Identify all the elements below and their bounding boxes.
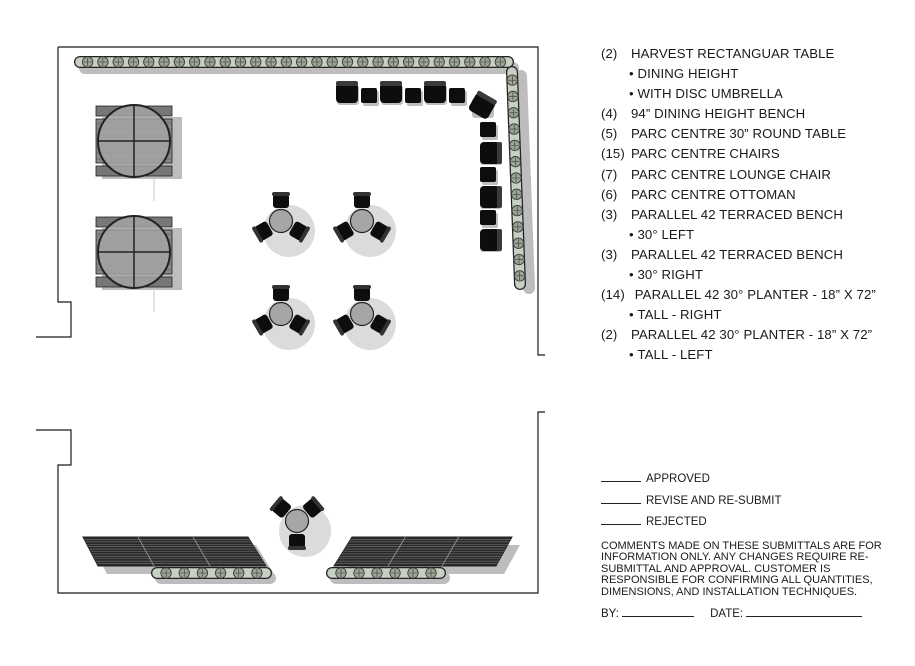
- by-field[interactable]: [622, 606, 694, 617]
- legend-list: [601, 44, 911, 366]
- revise-blank[interactable]: [601, 493, 641, 504]
- approved-line: [601, 470, 906, 492]
- lounge-chair: [336, 81, 358, 103]
- legend-text: 94” DINING HEIGHT BENCH: [631, 106, 806, 122]
- rejected-label: REJECTED: [646, 516, 707, 528]
- planter-run: [332, 568, 440, 578]
- chair: [289, 534, 305, 548]
- legend-text: PARC CENTRE LOUNGE CHAIR: [631, 166, 831, 182]
- legend-qty: (5): [601, 126, 618, 142]
- chair: [354, 194, 370, 208]
- legend-qty: (4): [601, 106, 618, 122]
- planter-run: [157, 568, 266, 578]
- rejected-blank[interactable]: [601, 514, 641, 525]
- terraced-bench: [83, 537, 266, 566]
- legend-text: PARC CENTRE CHAIRS: [631, 146, 780, 162]
- date-field[interactable]: [746, 606, 862, 617]
- legend-item: [601, 245, 911, 265]
- legend-item: [601, 44, 911, 64]
- lounge-chair: [480, 186, 502, 208]
- legend-qty: (14): [601, 287, 625, 303]
- lounge-chair: [424, 81, 446, 103]
- ottoman: [480, 167, 496, 182]
- approval-block: [601, 470, 906, 620]
- rejected-line: [601, 513, 906, 535]
- round-table: [270, 303, 293, 326]
- chair: [273, 287, 289, 301]
- legend-qty: (6): [601, 186, 618, 202]
- legend-item: [601, 144, 911, 164]
- legend-item: [601, 325, 911, 345]
- legend-subitem-text: WITH DISC UMBRELLA: [637, 86, 783, 102]
- legend-subitem-text: 30° RIGHT: [637, 267, 704, 283]
- legend-subitem: [601, 225, 911, 245]
- ottoman: [449, 88, 465, 103]
- legend-item: [601, 165, 911, 185]
- legend-item: [601, 285, 911, 305]
- date-label: DATE:: [710, 608, 744, 621]
- legend-text: PARALLEL 42 TERRACED BENCH: [631, 206, 843, 222]
- legend-subitem-text: 30° LEFT: [637, 226, 695, 242]
- legend-qty: (3): [601, 206, 618, 222]
- ottoman: [480, 210, 496, 225]
- chair: [273, 194, 289, 208]
- legend-item: [601, 124, 911, 144]
- revise-line: [601, 492, 906, 514]
- legend-text: PARC CENTRE 30” ROUND TABLE: [631, 126, 847, 142]
- ottoman: [405, 88, 421, 103]
- legend-text: PARC CENTRE OTTOMAN: [631, 186, 796, 202]
- legend-qty: (2): [601, 327, 618, 343]
- planter-run: [80, 57, 508, 67]
- approved-blank[interactable]: [601, 471, 641, 482]
- by-label: BY:: [601, 608, 619, 621]
- lounge-chair: [380, 81, 402, 103]
- lounge-chair: [480, 142, 502, 164]
- lounge-chair: [480, 229, 502, 251]
- legend-subitem: [601, 305, 911, 325]
- legend-subitem: [601, 64, 911, 84]
- round-table: [270, 210, 293, 233]
- harvest-table: [96, 105, 172, 177]
- terraced-bench: [334, 537, 512, 566]
- legend-item: [601, 185, 911, 205]
- legend-text: PARALLEL 42 30° PLANTER - 18” X 72”: [631, 287, 876, 303]
- approved-label: APPROVED: [646, 473, 710, 485]
- legend-qty: (15): [601, 146, 625, 162]
- round-table: [351, 303, 374, 326]
- revise-label: REVISE AND RE-SUBMIT: [646, 494, 782, 507]
- legend-subitem-text: DINING HEIGHT: [637, 66, 739, 82]
- harvest-table: [96, 216, 172, 288]
- legend-item: [601, 205, 911, 225]
- ottoman: [361, 88, 377, 103]
- chair: [354, 287, 370, 301]
- legend-text: PARALLEL 42 TERRACED BENCH: [631, 246, 843, 262]
- legend-qty: (2): [601, 46, 618, 61]
- legend-qty: (7): [601, 166, 618, 182]
- legend-text: HARVEST RECTANGUAR TABLE: [631, 46, 835, 61]
- ottoman: [480, 122, 496, 137]
- legend-item: [601, 104, 911, 124]
- signature-line: [601, 606, 906, 620]
- comments-note: COMMENTS MADE ON THESE SUBMITTALS ARE FOR INFORMATION ONLY. ANY CHANGES REQUIRE RE-SUBMITTAL AND APPROVAL. CUSTOMER IS RESPONSIBLE FOR CONFIRMING ALL QUANTITIES, DIMENSIONS, AND INSTALLATION TECHNIQUES.: [601, 539, 882, 598]
- legend-subitem: [601, 345, 911, 365]
- round-table: [351, 210, 374, 233]
- legend-subitem: [601, 265, 911, 285]
- round-table: [286, 510, 309, 533]
- legend-text: PARALLEL 42 30° PLANTER - 18” X 72”: [631, 327, 873, 343]
- legend-subitem-text: TALL - RIGHT: [637, 307, 722, 323]
- legend-subitem-text: TALL - LEFT: [637, 347, 713, 363]
- legend-subitem: [601, 84, 911, 104]
- legend-qty: (3): [601, 246, 618, 262]
